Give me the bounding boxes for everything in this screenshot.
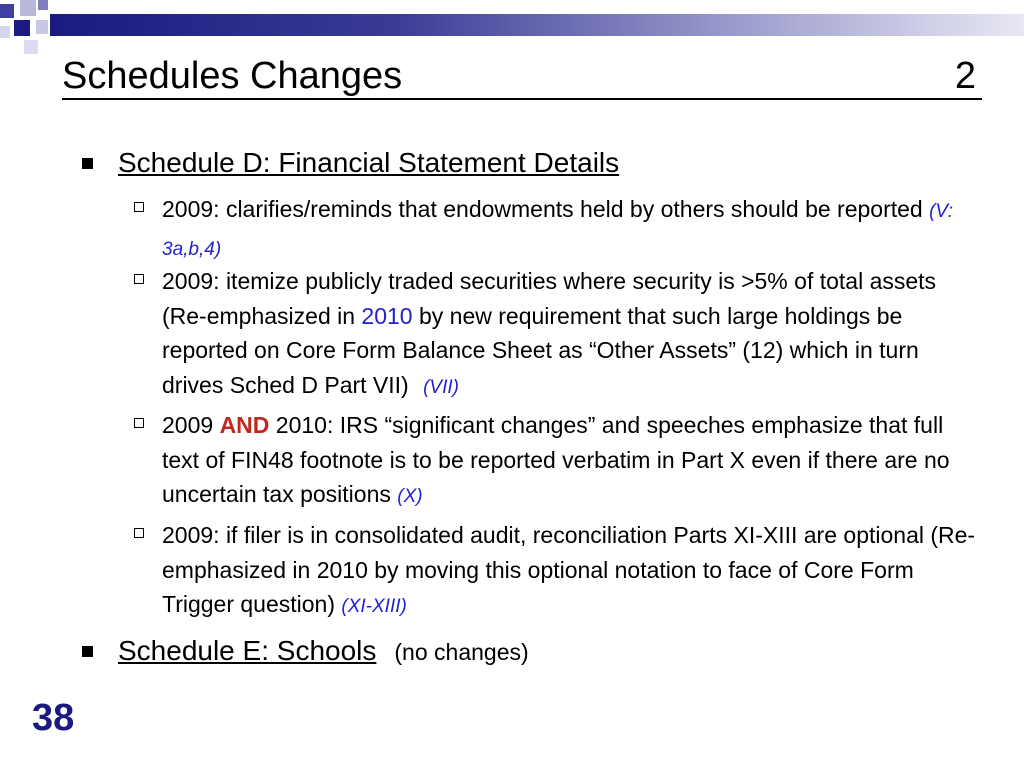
- slide-title: [62, 52, 982, 100]
- reference: (X): [397, 486, 423, 507]
- sub-item-text: 2009: if filer is in consolidated audit, reconciliation Parts XI-XIII are optional (Re-emphasized in 2010 by moving this optional notation to face of Core Form Trigger question): [162, 522, 976, 617]
- slide-number: 38: [32, 697, 75, 739]
- title-text: Schedules Changes: [62, 55, 403, 97]
- sub-item-text: 2009: itemize publicly traded securities where security is >5% of total assets (Re-emphasized in: [162, 268, 937, 329]
- sub-item-text: by new requirement that such large holdings be reported on Core Form Balance Sheet as “Other Assets” (12) which in turn drives Sched D Part VII): [162, 302, 919, 398]
- header-gradient-bar: [50, 14, 1024, 36]
- sub-item-text: 2010: IRS “significant changes” and speeches emphasize that full text of FIN48 footnote is to be reported verbatim in Part X even if there are no uncertain tax positions: [162, 412, 950, 507]
- bullet-heading: Schedule D: Financial Statement Details: [118, 147, 620, 178]
- corner-square: [0, 26, 10, 38]
- corner-square: [20, 0, 36, 16]
- hollow-square-bullet-icon: [134, 202, 144, 212]
- corner-square: [0, 4, 14, 18]
- hollow-square-bullet-icon: [134, 274, 144, 284]
- bullet-heading: Schedule E: Schools: [118, 635, 377, 666]
- hollow-square-bullet-icon: [134, 528, 144, 538]
- reference: (XI-XIII): [341, 596, 407, 617]
- sub-item-text: 2009: clarifies/reminds that endowments held by others should be reported: [162, 196, 923, 222]
- sub-item-text: 2009: [162, 412, 214, 438]
- corner-square: [14, 20, 30, 36]
- highlight-and: AND: [219, 412, 270, 438]
- corner-square: [24, 40, 38, 54]
- square-bullet-icon: [82, 158, 93, 169]
- corner-square: [38, 0, 48, 10]
- title-number: 2: [954, 55, 976, 97]
- square-bullet-icon: [82, 646, 93, 657]
- bullet-note: (no changes): [394, 639, 529, 665]
- reference: (VII): [423, 376, 459, 398]
- reference: (V: 3a,b,4): [162, 201, 954, 260]
- corner-square: [36, 20, 48, 34]
- hollow-square-bullet-icon: [134, 418, 144, 428]
- highlight-year: 2010: [361, 302, 413, 329]
